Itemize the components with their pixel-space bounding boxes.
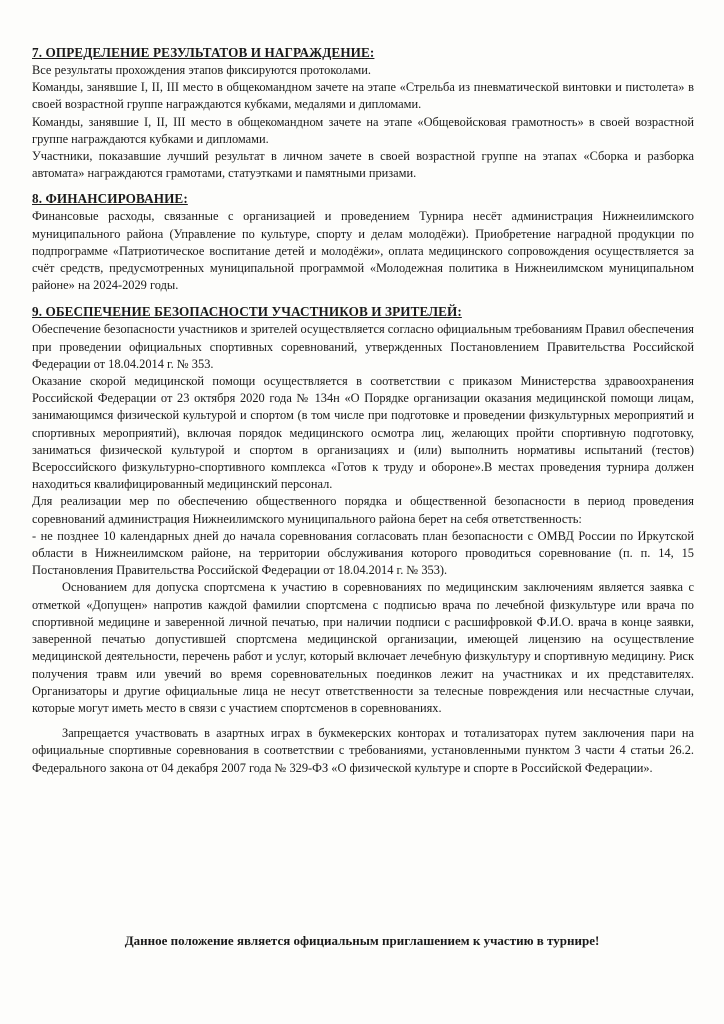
section-9-paragraph-4: - не позднее 10 календарных дней до начала соревнования согласовать план безопасности с ОМВД России по Иркутской области в Нижнеилимском районе, на территории обслуживания которого проводиться соревнование (п. п. 14, 15 Постановления Правительства Российской Федерации от 18.04.2014 г. № 353). [32, 528, 694, 578]
section-9-paragraph-5: Основанием для допуска спортсмена к участию в соревнованиях по медицинским заключениям является заявка с отметкой «Допущен» напротив каждой фамилии спортсмена с подписью врача по лечебной физкультуре или врача по спортивной медицине и заверенной личной печатью, при наличии подписи с расшифровкой Ф.И.О. врача в конце заявки, заверенной печатью допустившей спортсмена медицинской организации, имеющей лицензию на осуществление медицинской деятельности, перечень работ и услуг, который включает лечебную физкультуру и спортивную медицину. Риск получения травм или увечий во время соревновательных поединков лежит на участниках и их представителях. Организаторы и другие официальные лица не несут ответственности за телесные повреждения или несчастные случаи, которые могут иметь место в связи с участием спортсменов в соревнованиях. [32, 580, 694, 715]
section-9-heading: 9. ОБЕСПЕЧЕНИЕ БЕЗОПАСНОСТИ УЧАСТНИКОВ И ЗРИТЕЛЕЙ: [32, 304, 462, 320]
section-7-paragraph-1: Все результаты прохождения этапов фиксируются протоколами. [32, 63, 371, 77]
section-7-paragraph-2: Команды, занявшие I, II, III место в общекомандном зачете на этапе «Стрельба из пневматической винтовки и пистолета» в своей возрастной группе награждаются кубками, медалями и дипломами. [32, 80, 694, 112]
official-invitation-note: Данное положение является официальным приглашением к участию в турнире! [124, 933, 600, 948]
section-financing [32, 190, 694, 294]
section-7-heading: 7. ОПРЕДЕЛЕНИЕ РЕЗУЛЬТАТОВ И НАГРАЖДЕНИЕ: [32, 45, 375, 60]
section-7-paragraph-4: Участники, показавшие лучший результат в личном зачете в своей возрастной группе на этапах «Сборка и разборка автомата» награждаются грамотами, статуэтками и памятными призами. [32, 149, 694, 181]
section-9-paragraph-6: Запрещается участвовать в азартных играх в букмекерских конторах и тотализаторах путем заключения пари на официальные спортивные соревнования в соответствии с требованиями, установленными пунктом 3 части 4 статьи 26.2. Федерального закона от 04 декабря 2007 года № 329-ФЗ «О физической культуре и спорте в Российской Федерации». [32, 726, 694, 775]
section-8-paragraph-1: Финансовые расходы, связанные с организацией и проведением Турнира несёт администрация Нижнеилимского муниципального района (Управление по культуре, спорту и делам молодёжи). Приобретение наградной продукции по подпрограмме «Патриотическое воспитание детей и молодёжи», оплата медицинского сопровождения осуществляется за счёт средств, предусмотренных муниципальной программой «Молодежная политика в Нижнеилимском муниципальном районе» на 2024-2029 годы. [32, 209, 694, 293]
section-8-heading: 8. ФИНАНСИРОВАНИЕ: [32, 191, 188, 207]
section-results-awards [32, 44, 694, 182]
section-9-paragraph-2: Оказание скорой медицинской помощи осуществляется в соответствии с приказом Министерства здравоохранения Российской Федерации от 23 октября 2020 года № 134н «О Порядке организации оказания медицинской помощи лицам, занимающимся физической культурой и спортом (в том числе при подготовке и проведении физкультурных мероприятий и спортивных мероприятий), включая порядок медицинского осмотра лиц, желающих пройти спортивную подготовку, заниматься физической культурой и спортом в организациях и (или) выполнить нормативы испытаний (тестов) Всероссийского физкультурно-спортивного комплекса «Готов к труду и обороне».В местах проведения турнира должен находиться квалифицированный медицинский персонал. [32, 374, 694, 492]
section-9-paragraph-3: Для реализации мер по обеспечению общественного порядка и общественной безопасности в период проведения соревнований администрация Нижнеилимского муниципального района берет на себя ответственность: [32, 494, 694, 526]
section-safety [32, 303, 694, 776]
section-9-paragraph-1: Обеспечение безопасности участников и зрителей осуществляется согласно официальным требованиям Правил обеспечения при проведении официальных спортивных соревнований, утвержденных Постановлением Правительства Российской Федерации от 18.04.2014 г. № 353. [32, 322, 694, 371]
section-7-paragraph-3: Команды, занявшие I, II, III место в общекомандном зачете на этапе «Общевойсковая грамотность» в своей возрастной группе награждаются кубками и дипломами. [32, 114, 694, 146]
